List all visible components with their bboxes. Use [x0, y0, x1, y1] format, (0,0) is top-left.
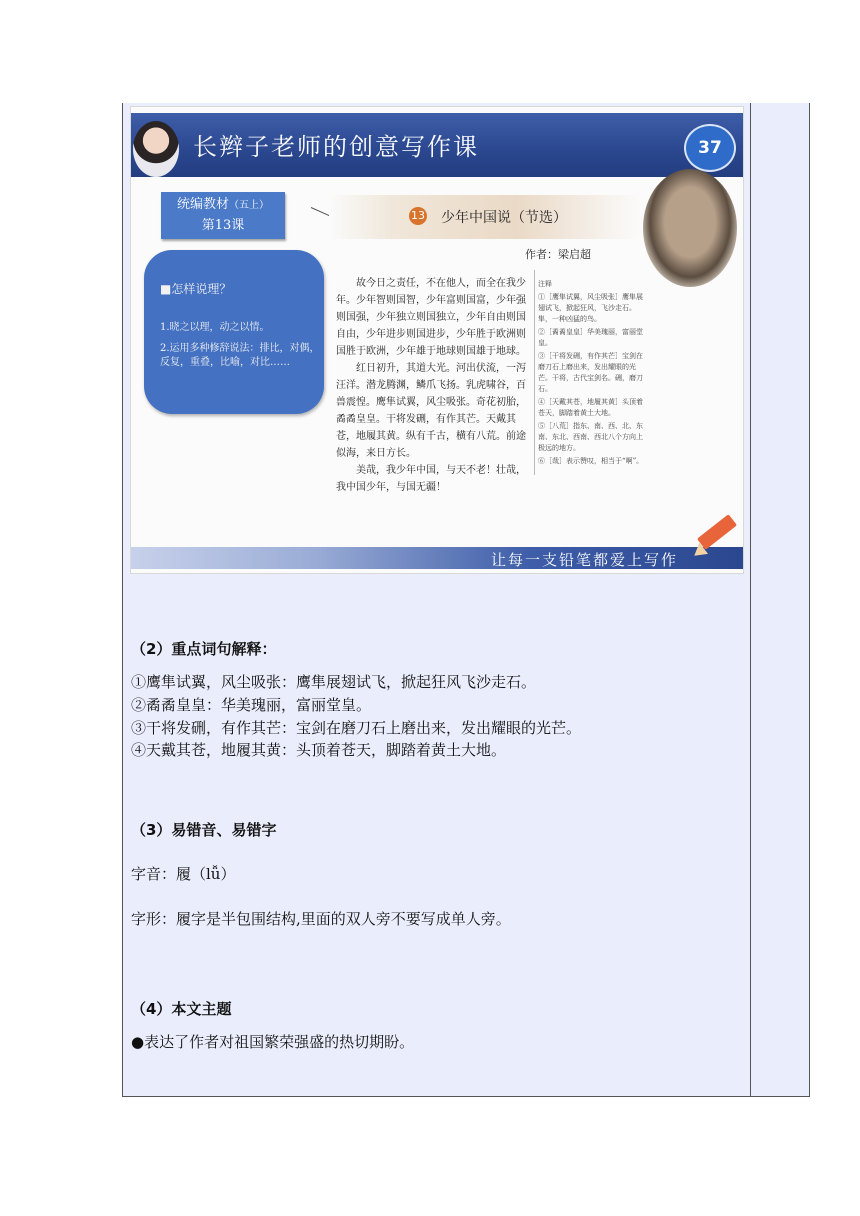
section-4-heading: （4）本文主题 [131, 1000, 232, 1018]
note-item: ③［干将发硎，有作其芒］宝剑在磨刀石上磨出来，发出耀眼的光芒。干将，古代宝剑名。硎，磨刀石。 [538, 352, 643, 393]
note-item: ⑤［八荒］指东、南、西、北、东南、东北、西南、西北八个方向上极远的地方。 [538, 422, 643, 452]
bubble-title: ■怎样说理？ [160, 282, 232, 296]
right-empty-cell [751, 103, 809, 1096]
note-item: ②［矞矞皇皇］华美瑰丽，富丽堂皇。 [538, 328, 643, 347]
passage-paragraph: 美哉，我少年中国，与天不老！壮哉，我中国少年，与国无疆！ [336, 465, 526, 493]
pencil-icon [697, 514, 737, 550]
bubble-point-2: 2.运用多种修辞说法：排比，对偶，反复，重叠，比喻，对比…… [160, 343, 320, 368]
section-3-heading: （3）易错音、易错字 [131, 821, 277, 839]
definition-item: ④天戴其苍，地履其黄：头顶着苍天，脚踏着黄土大地。 [131, 741, 507, 759]
glyph-line: 字形：履字是半包围结构,里面的双人旁不要写成单人旁。 [131, 910, 511, 928]
notes-divider [534, 270, 535, 475]
teacher-avatar [133, 121, 179, 177]
reasoning-tips-bubble [144, 250, 324, 414]
slide-footer [131, 547, 743, 569]
notes-heading: 注释 [538, 280, 552, 288]
lesson-number-circle: 13 [409, 207, 427, 225]
slide-header [131, 113, 743, 177]
notes-list [538, 292, 648, 469]
note-item: ④［天戴其苍，地履其黄］头顶着苍天，脚踏着黄土大地。 [538, 398, 643, 417]
definition-item: ②矞矞皇皇：华美瑰丽，富丽堂皇。 [131, 696, 372, 714]
author-portrait [643, 169, 737, 287]
lesson-tag-lesson: 第13课 [201, 218, 245, 233]
definition-item: ①鹰隼试翼，风尘吸张：鹰隼展翅试飞，掀起狂风飞沙走石。 [131, 673, 537, 691]
author-line: 作者：梁启超 [525, 248, 591, 261]
slogan: 让每一支铅笔都爱上写作 [491, 551, 679, 569]
lesson-slide-image [130, 106, 744, 574]
lesson-tag-textbook: 统编教材 [176, 197, 229, 212]
passage-text [336, 275, 531, 496]
pronunciation-line: 字音：履（lǚ） [131, 865, 236, 883]
page-number-badge: 37 [684, 124, 736, 172]
slide-title: 长辫子老师的创意写作课 [193, 133, 479, 161]
passage-paragraph: 红日初升，其道大光。河出伏流，一泻汪洋。潜龙腾渊，鳞爪飞扬。乳虎啸谷，百兽震惶。鹰隼试翼，风尘吸张。奇花初胎，矞矞皇皇。干将发硎，有作其芒。天戴其苍，地履其黄。纵有千古，横有八荒。前途似海，来日方长。 [336, 363, 526, 459]
section-2-heading: （2）重点词句解释： [131, 640, 277, 658]
note-item: ①［鹰隼试翼，风尘吸张］鹰隼展翅试飞，掀起狂风，飞沙走石。隼，一种凶猛的鸟。 [538, 293, 643, 323]
lesson-title-banner [329, 195, 641, 239]
passage-paragraph: 故今日之责任，不在他人，而全在我少年。少年智则国智，少年富则国富，少年强则国强，少年独立则国独立，少年自由则国自由，少年进步则国进步，少年胜于欧洲则国胜于欧洲，少年雄于地球则国雄于地球。 [336, 278, 526, 357]
lesson-title: 少年中国说（节选） [441, 210, 567, 226]
theme-line: ●表达了作者对祖国繁荣强盛的热切期盼。 [131, 1033, 415, 1051]
lesson-tag-grade: （五上） [229, 200, 269, 211]
note-item: ⑥［哉］表示赞叹，相当于“啊”。 [538, 457, 644, 465]
bubble-point-1: 1.晓之以理，动之以情。 [160, 322, 270, 333]
lesson-tag [161, 192, 285, 239]
definition-item: ③干将发硎，有作其芒：宝剑在磨刀石上磨出来，发出耀眼的光芒。 [131, 719, 582, 737]
